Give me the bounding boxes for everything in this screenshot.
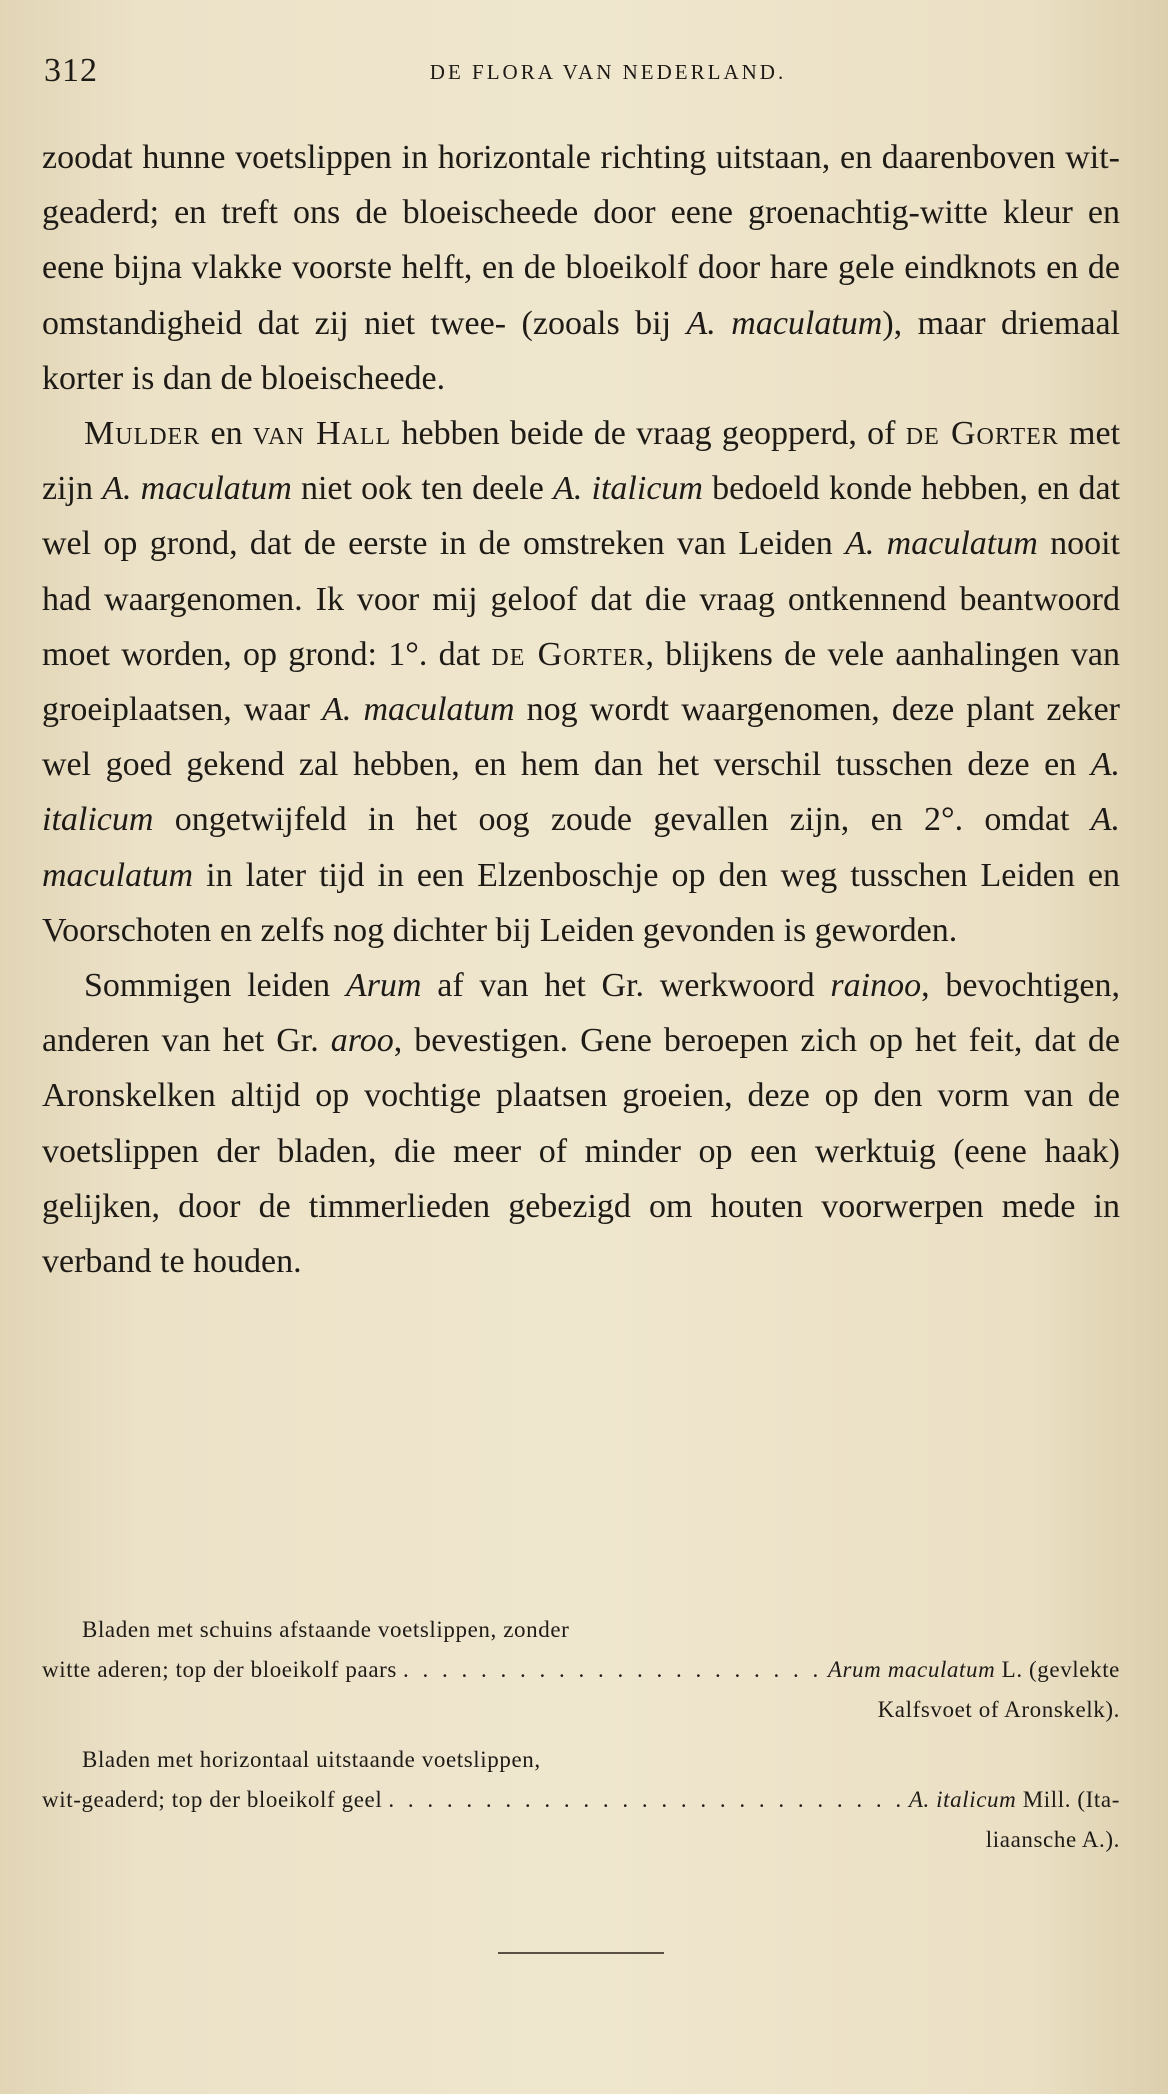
body-text xyxy=(42,130,1120,1289)
paragraph-3 xyxy=(42,958,1120,1289)
text-run: en xyxy=(200,415,253,453)
text-run: nooit had waargenomen. Ik voor mij geloof dat die vraag ontkennend beantwoord moet worden, op grond: 1°. dat xyxy=(42,525,1120,673)
common-name: Kalfsvoet of Aronskelk). xyxy=(877,1697,1120,1722)
key-species-name xyxy=(828,1650,1120,1690)
species-name: A. maculatum xyxy=(42,801,1120,894)
greek-word: rainoo xyxy=(830,967,922,1005)
text-run: hebben beide de vraag geopperd, of xyxy=(391,415,906,453)
key-description: Bladen met schuins afstaande voetslippen, zonder xyxy=(82,1617,570,1642)
author-name: de Gorter xyxy=(491,635,646,673)
leader-dots xyxy=(382,1780,908,1820)
common-name: liaansche A.). xyxy=(985,1827,1120,1852)
text-run: met zijn xyxy=(42,415,1121,508)
text-run: zoodat hunne voetslippen in horizontale richting uitstaan, en daarenboven wit-geaderd; en treft ons de bloeischeede door eene groenachtig-witte kleur en eene bijna vlakke voorste helft, en de bloeikolf door hare gele eindknots en de omstandigheid dat zij niet twee- (zooals bij xyxy=(42,139,1120,342)
species-name: A. maculatum xyxy=(686,304,883,342)
author-name: de Gorter xyxy=(905,415,1059,453)
text-run: ongetwijfeld in het oog zoude gevallen zijn, en 2°. omdat xyxy=(153,801,1091,839)
key-description: witte aderen; top der bloeikolf paars xyxy=(42,1657,397,1682)
paragraph-2 xyxy=(42,406,1120,958)
text-run: bedoeld konde hebben, en dat wel op grond, dat de eerste in de omstreken van Leiden xyxy=(42,470,1121,563)
author-name: van Hall xyxy=(252,415,392,453)
text-run: Sommigen leiden xyxy=(84,967,346,1005)
text-run: , bevestigen. Gene beroepen zich op het feit, dat de Aronskelken altijd op vochtige plaatsen groeien, deze op den vorm van de voetslippen der bladen, die meer of minder op een werktuig (eene haak) gelijken, door de timmerlieden gebezigd om houten voorwerpen mede in verband te houden. xyxy=(42,1022,1120,1281)
species-name: A. italicum xyxy=(908,1787,1017,1812)
text-run: ), maar driemaal korter is dan de bloeischeede. xyxy=(42,304,1120,397)
text-run: , blijkens de vele aanhalingen van groeiplaatsen, waar xyxy=(42,635,1120,729)
species-name: A. italicum xyxy=(42,746,1120,839)
key-description: Bladen met horizontaal uitstaande voetslippen, xyxy=(82,1747,541,1772)
species-name: Arum maculatum xyxy=(827,1657,996,1682)
species-name: A. maculatum xyxy=(322,691,515,729)
text-run: , bevochtigen, anderen van het Gr. xyxy=(42,967,1120,1060)
paragraph-1 xyxy=(42,130,1120,406)
species-name: A. maculatum xyxy=(845,525,1038,563)
species-name: A. italicum xyxy=(553,470,703,508)
species-name: A. maculatum xyxy=(102,470,292,508)
page-number: 312 xyxy=(44,52,98,89)
text-run: niet ook ten deele xyxy=(291,470,554,508)
common-name: L. (gevlekte xyxy=(995,1657,1120,1682)
text-run: in later tijd in een Elzenboschje op den weg tusschen Leiden en Voorschoten en zelfs nog dichter bij Leiden gevonden is geworden. xyxy=(42,856,1120,949)
common-name: Mill. (Ita- xyxy=(1016,1787,1120,1812)
species-name: Arum xyxy=(345,967,422,1005)
text-run: af van het Gr. werkwoord xyxy=(421,967,831,1005)
key-entry-italicum xyxy=(42,1740,1120,1860)
key-entry-maculatum xyxy=(42,1610,1120,1730)
key-description-line xyxy=(42,1780,1120,1820)
identification-key xyxy=(42,1610,1120,1870)
running-head: DE FLORA VAN NEDERLAND. xyxy=(429,60,787,84)
text-run: nog wordt waargenomen, deze plant zeker wel goed gekend zal hebben, en hem dan het verschil tusschen deze en xyxy=(42,691,1120,784)
key-description-line xyxy=(42,1650,1120,1690)
key-species-name xyxy=(909,1780,1120,1820)
page-header xyxy=(44,48,1112,102)
closing-rule xyxy=(498,1952,664,1954)
greek-word: aroo xyxy=(330,1022,394,1060)
author-name: Mulder xyxy=(84,415,201,453)
key-description: wit-geaderd; top der bloeikolf geel xyxy=(42,1787,383,1812)
leader-dots xyxy=(397,1650,828,1690)
